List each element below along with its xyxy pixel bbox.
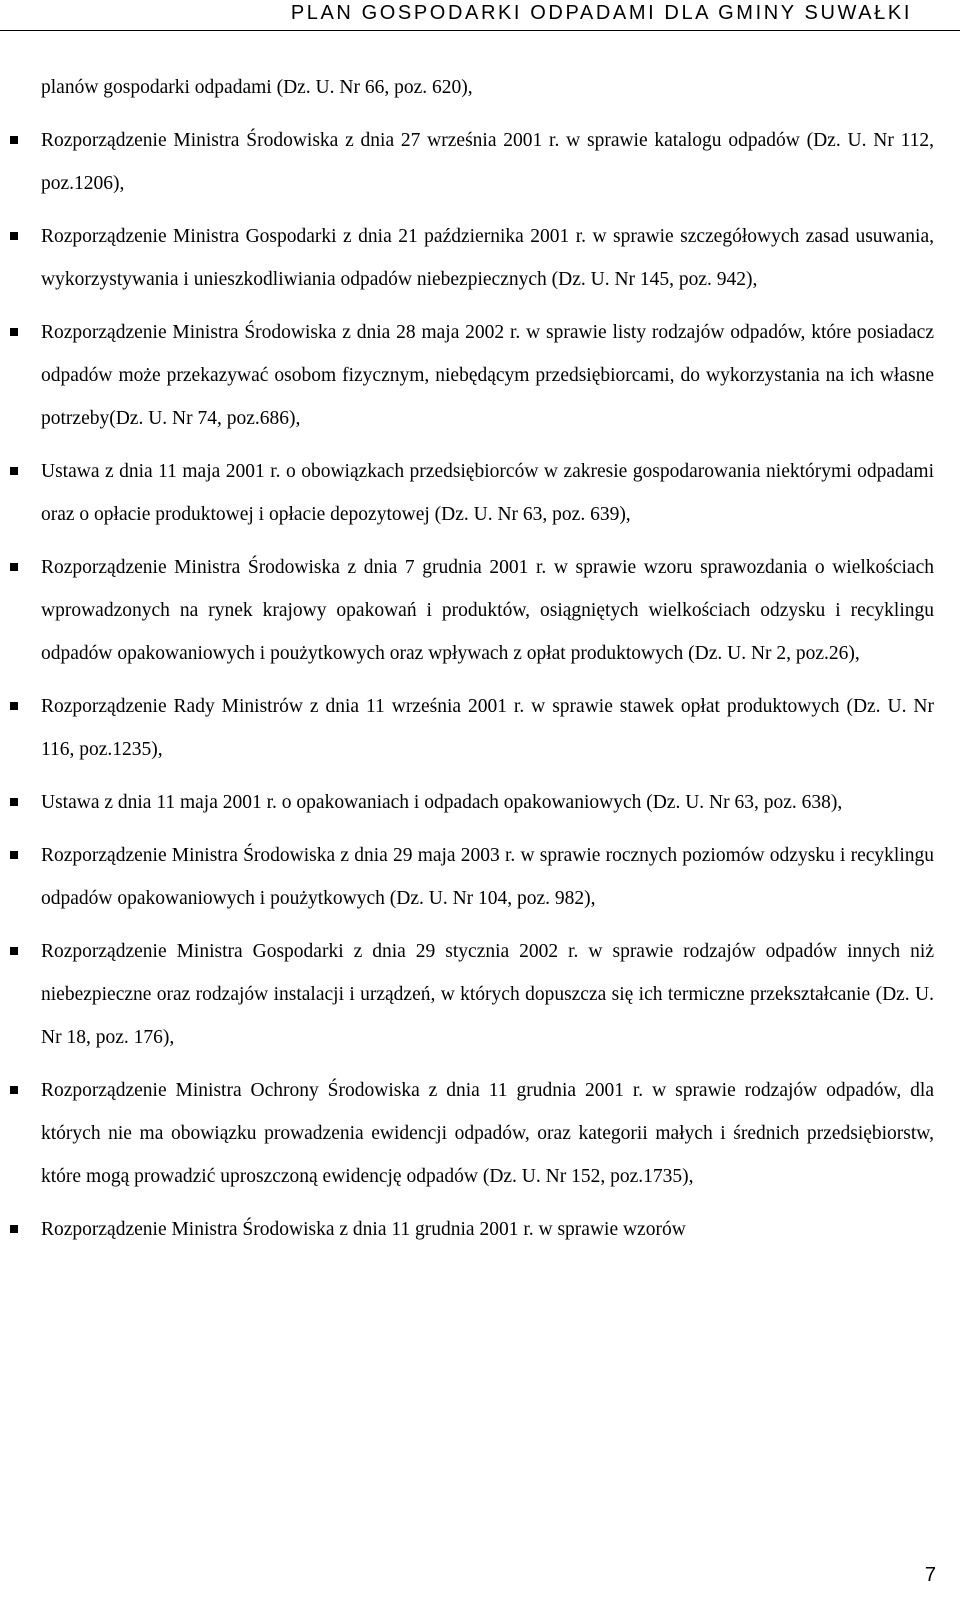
list-item: [41, 546, 934, 675]
list-item-text: Rozporządzenie Ministra Ochrony Środowiska z dnia 11 grudnia 2001 r. w sprawie rodzajów odpadów, dla których nie ma obowiązku prowadzenia ewidencji odpadów, oraz kategorii małych i średnich przedsiębiorstw, które mogą prowadzić uproszczoną ewidencję odpadów (Dz. U. Nr 152, poz.1735),: [41, 1080, 934, 1187]
square-bullet-icon: [10, 563, 18, 571]
page-header: [0, 0, 960, 34]
square-bullet-icon: [10, 1225, 18, 1233]
list-item-text: Rozporządzenie Ministra Środowiska z dnia 7 grudnia 2001 r. w sprawie wzoru sprawozdania o wielkościach wprowadzonych na rynek krajowy opakowań i produktów, osiągniętych wielkościach odzysku i recyklingu odpadów opakowaniowych i poużytkowych oraz wpływach z opłat produktowych (Dz. U. Nr 2, poz.26),: [41, 557, 934, 664]
square-bullet-icon: [10, 136, 18, 144]
square-bullet-icon: [10, 947, 18, 955]
list-item-text: Rozporządzenie Ministra Środowiska z dnia 27 września 2001 r. w sprawie katalogu odpadów (Dz. U. Nr 112, poz.1206),: [41, 130, 934, 194]
header-divider: [0, 30, 960, 31]
list-item: [41, 1069, 934, 1198]
document-title: PLAN GOSPODARKI ODPADAMI DLA GMINY SUWAŁKI: [290, 2, 912, 24]
list-item-text: Rozporządzenie Ministra Środowiska z dnia 11 grudnia 2001 r. w sprawie wzorów: [41, 1219, 686, 1240]
list-item: [41, 450, 934, 536]
list-item: [41, 311, 934, 440]
square-bullet-icon: [10, 1086, 18, 1094]
list-item: [41, 685, 934, 771]
square-bullet-icon: [10, 232, 18, 240]
list-item-text: Rozporządzenie Ministra Środowiska z dnia 29 maja 2003 r. w sprawie rocznych poziomów odzysku i recyklingu odpadów opakowaniowych i poużytkowych (Dz. U. Nr 104, poz. 982),: [41, 845, 934, 909]
square-bullet-icon: [10, 851, 18, 859]
list-item: [41, 215, 934, 301]
square-bullet-icon: [10, 467, 18, 475]
list-item-text: Rozporządzenie Ministra Gospodarki z dnia 21 października 2001 r. w sprawie szczegółowych zasad usuwania, wykorzystywania i unieszkodliwiania odpadów niebezpiecznych (Dz. U. Nr 145, poz. 942),: [41, 226, 934, 290]
list-item: [41, 119, 934, 205]
continued-text: planów gospodarki odpadami (Dz. U. Nr 66, poz. 620),: [41, 77, 473, 98]
list-item-text: Rozporządzenie Rady Ministrów z dnia 11 września 2001 r. w sprawie stawek opłat produktowych (Dz. U. Nr 116, poz.1235),: [41, 696, 934, 760]
page-number: 7: [924, 1564, 936, 1586]
list-item: [41, 834, 934, 920]
square-bullet-icon: [10, 702, 18, 710]
square-bullet-icon: [10, 328, 18, 336]
legal-acts-list: [41, 66, 934, 1261]
list-item: [41, 781, 934, 824]
list-item-text: Ustawa z dnia 11 maja 2001 r. o obowiązkach przedsiębiorców w zakresie gospodarowania niektórymi odpadami oraz o opłacie produktowej i opłacie depozytowej (Dz. U. Nr 63, poz. 639),: [41, 461, 934, 525]
square-bullet-icon: [10, 798, 18, 806]
list-item-text: Ustawa z dnia 11 maja 2001 r. o opakowaniach i odpadach opakowaniowych (Dz. U. Nr 63, poz. 638),: [41, 792, 843, 813]
list-item-text: Rozporządzenie Ministra Gospodarki z dnia 29 stycznia 2002 r. w sprawie rodzajów odpadów innych niż niebezpieczne oraz rodzajów instalacji i urządzeń, w których dopuszcza się ich termiczne przekształcanie (Dz. U. Nr 18, poz. 176),: [41, 941, 934, 1048]
list-item: [41, 930, 934, 1059]
list-item: [41, 1208, 934, 1251]
list-item-text: Rozporządzenie Ministra Środowiska z dnia 28 maja 2002 r. w sprawie listy rodzajów odpadów, które posiadacz odpadów może przekazywać osobom fizycznym, niebędącym przedsiębiorcami, do wykorzystania na ich własne potrzeby(Dz. U. Nr 74, poz.686),: [41, 322, 934, 429]
